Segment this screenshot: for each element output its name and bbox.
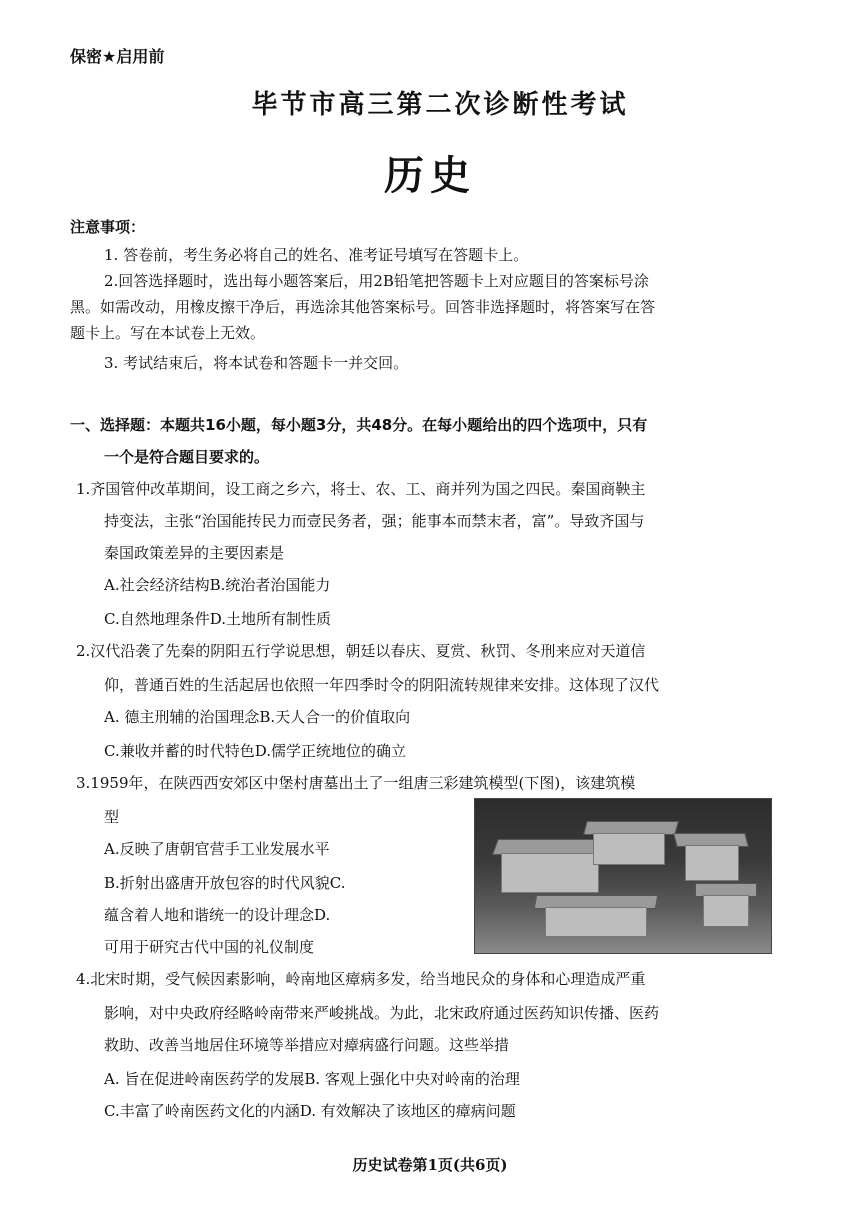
q3-option-a: A.反映了唐朝官营手工业发展水平 bbox=[104, 840, 330, 858]
q4-options-ab: A. 旨在促进岭南医药学的发展B. 客观上强化中央对岭南的治理 bbox=[104, 1070, 520, 1088]
notice-line-2: 2.回答选择题时，选出每小题答案后，用2B铅笔把答题卡上对应题目的答案标号涂 bbox=[104, 272, 649, 290]
q4-line-1: 4.北宋时期，受气候因素影响，岭南地区瘴病多发，给当地民众的身体和心理造成严重 bbox=[76, 970, 646, 988]
q2-options-cd: C.兼收并蓄的时代特色D.儒学正统地位的确立 bbox=[104, 742, 406, 760]
q1-line-3: 秦国政策差异的主要因素是 bbox=[104, 544, 285, 562]
notice-line-3: 黑。如需改动，用橡皮擦干净后，再选涂其他答案标号。回答非选择题时，将答案写在答 bbox=[70, 298, 656, 316]
confidential-label: 保密★启用前 bbox=[70, 47, 165, 66]
section-heading-cont: 一个是符合题目要求的。 bbox=[104, 448, 270, 466]
q1-line-1: 1.齐国管仲改革期间，设工商之乡六，将士、农、工、商并列为国之四民。秦国商鞅主 bbox=[76, 480, 646, 498]
page-footer: 历史试卷第1页(共6页) bbox=[352, 1156, 508, 1174]
q4-options-cd: C.丰富了岭南医药文化的内涵D. 有效解决了该地区的瘴病问题 bbox=[104, 1102, 516, 1120]
q2-line-1: 2.汉代沿袭了先秦的阴阳五行学说思想，朝廷以春庆、夏赏、秋罚、冬刑来应对天道信 bbox=[76, 642, 646, 660]
notice-line-4: 题卡上。写在本试卷上无效。 bbox=[70, 324, 266, 342]
q3-option-b: B.折射出盛唐开放包容的时代风貌C. bbox=[104, 874, 346, 892]
q1-line-2: 持变法，主张“治国能抟民力而壹民务者，强；能事本而禁末者，富”。导致齐国与 bbox=[104, 512, 645, 530]
q1-options-ab: A.社会经济结构B.统治者治国能力 bbox=[104, 576, 331, 594]
q3-line-1: 3.1959年，在陕西西安郊区中堡村唐墓出土了一组唐三彩建筑模型(下图)，该建筑模 bbox=[76, 774, 636, 792]
tang-sancai-architecture-model-photo bbox=[474, 798, 772, 954]
q1-options-cd: C.自然地理条件D.土地所有制性质 bbox=[104, 610, 331, 628]
q3-option-c: 蕴含着人地和谐统一的设计理念D. bbox=[104, 906, 331, 924]
notice-line-5: 3. 考试结束后，将本试卷和答题卡一并交回。 bbox=[104, 354, 409, 372]
q3-line-2: 型 bbox=[104, 808, 120, 826]
q4-line-3: 救助、改善当地居住环境等举措应对瘴病盛行问题。这些举措 bbox=[104, 1036, 510, 1054]
q4-line-2: 影响，对中央政府经略岭南带来严峻挑战。为此，北宋政府通过医药知识传播、医药 bbox=[104, 1004, 660, 1022]
q2-options-ab: A. 德主刑辅的治国理念B.天人合一的价值取向 bbox=[104, 708, 411, 726]
q2-line-2: 仰，普通百姓的生活起居也依照一年四季时令的阴阳流转规律来安排。这体现了汉代 bbox=[104, 676, 660, 694]
notice-heading: 注意事项： bbox=[70, 218, 146, 236]
notice-line-1: 1. 答卷前，考生务必将自己的姓名、准考证号填写在答题卡上。 bbox=[104, 246, 529, 264]
exam-title: 毕节市高三第二次诊断性考试 bbox=[251, 90, 629, 120]
section-heading: 一、选择题：本题共16小题，每小题3分，共48分。在每小题给出的四个选项中，只有 bbox=[70, 416, 648, 434]
subject-title: 历史 bbox=[384, 152, 476, 199]
q3-option-d: 可用于研究古代中国的礼仪制度 bbox=[104, 938, 315, 956]
